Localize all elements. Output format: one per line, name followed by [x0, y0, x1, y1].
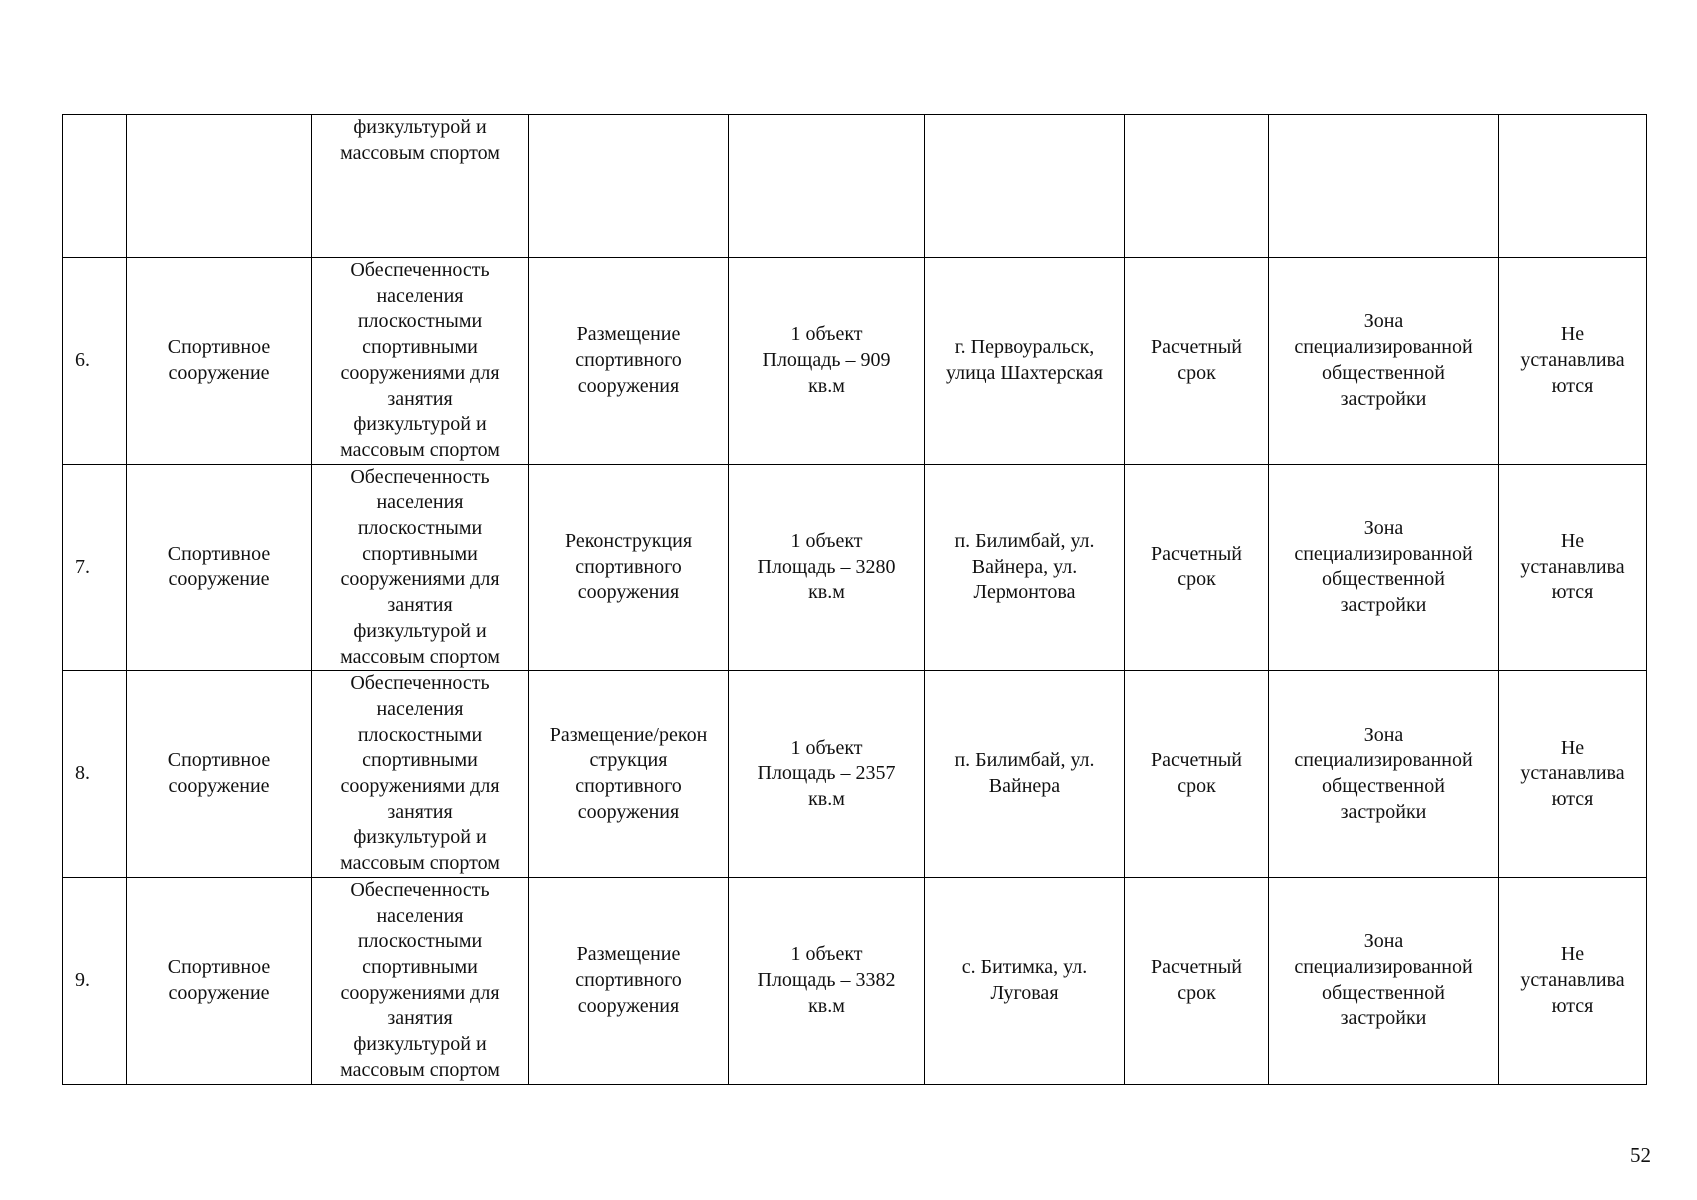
- table-row: [63, 877, 1647, 1084]
- cell-restrictions: Не устанавлива ются: [1499, 671, 1647, 878]
- cell-num: 7.: [63, 464, 127, 671]
- cell-zone: [1269, 115, 1499, 258]
- cell-num: 6.: [63, 258, 127, 465]
- cell-capacity: 1 объект Площадь – 2357 кв.м: [729, 671, 925, 878]
- cell-num: [63, 115, 127, 258]
- cell-location: п. Билимбай, ул. Вайнера: [925, 671, 1125, 878]
- cell-zone: Зона специализированной общественной застройки: [1269, 258, 1499, 465]
- cell-action: [529, 115, 729, 258]
- cell-restrictions: Не устанавлива ются: [1499, 464, 1647, 671]
- cell-action: Размещение/рекон струкция спортивного сооружения: [529, 671, 729, 878]
- cell-deadline: Расчетный срок: [1125, 464, 1269, 671]
- cell-zone: Зона специализированной общественной застройки: [1269, 671, 1499, 878]
- cell-type: [127, 115, 312, 258]
- cell-num: 9.: [63, 877, 127, 1084]
- planning-table: [62, 114, 1647, 1085]
- cell-indicator: [312, 115, 529, 258]
- cell-action: Реконструкция спортивного сооружения: [529, 464, 729, 671]
- table-row: [63, 671, 1647, 878]
- cell-capacity: 1 объект Площадь – 3280 кв.м: [729, 464, 925, 671]
- cell-location: с. Битимка, ул. Луговая: [925, 877, 1125, 1084]
- cell-deadline: Расчетный срок: [1125, 671, 1269, 878]
- cell-type: Спортивное сооружение: [127, 877, 312, 1084]
- cell-restrictions: Не устанавлива ются: [1499, 258, 1647, 465]
- cell-zone: Зона специализированной общественной застройки: [1269, 877, 1499, 1084]
- cell-zone: Зона специализированной общественной застройки: [1269, 464, 1499, 671]
- cell-deadline: [1125, 115, 1269, 258]
- cell-location: [925, 115, 1125, 258]
- cell-deadline: Расчетный срок: [1125, 258, 1269, 465]
- table-row: [63, 258, 1647, 465]
- cell-restrictions: Не устанавлива ются: [1499, 877, 1647, 1084]
- cell-restrictions: [1499, 115, 1647, 258]
- cell-deadline: Расчетный срок: [1125, 877, 1269, 1084]
- cell-type: Спортивное сооружение: [127, 258, 312, 465]
- cell-action: Размещение спортивного сооружения: [529, 877, 729, 1084]
- cell-action: Размещение спортивного сооружения: [529, 258, 729, 465]
- cell-type: Спортивное сооружение: [127, 464, 312, 671]
- cell-location: п. Билимбай, ул. Вайнера, ул. Лермонтова: [925, 464, 1125, 671]
- cell-indicator: Обеспеченность населения плоскостными спортивными сооружениями для занятия физкультурой и массовым спортом: [312, 258, 529, 465]
- cell-capacity: 1 объект Площадь – 909 кв.м: [729, 258, 925, 465]
- indicator-text: физкультурой и массовым спортом: [340, 116, 500, 164]
- cell-type: Спортивное сооружение: [127, 671, 312, 878]
- table-row: [63, 464, 1647, 671]
- cell-num: 8.: [63, 671, 127, 878]
- cell-indicator: Обеспеченность населения плоскостными спортивными сооружениями для занятия физкультурой и массовым спортом: [312, 464, 529, 671]
- table-row-continuation: [63, 115, 1647, 258]
- cell-location: г. Первоуральск, улица Шахтерская: [925, 258, 1125, 465]
- cell-capacity: 1 объект Площадь – 3382 кв.м: [729, 877, 925, 1084]
- cell-indicator: Обеспеченность населения плоскостными спортивными сооружениями для занятия физкультурой и массовым спортом: [312, 671, 529, 878]
- page-number: 52: [1630, 1143, 1651, 1167]
- cell-indicator: Обеспеченность населения плоскостными спортивными сооружениями для занятия физкультурой и массовым спортом: [312, 877, 529, 1084]
- cell-capacity: [729, 115, 925, 258]
